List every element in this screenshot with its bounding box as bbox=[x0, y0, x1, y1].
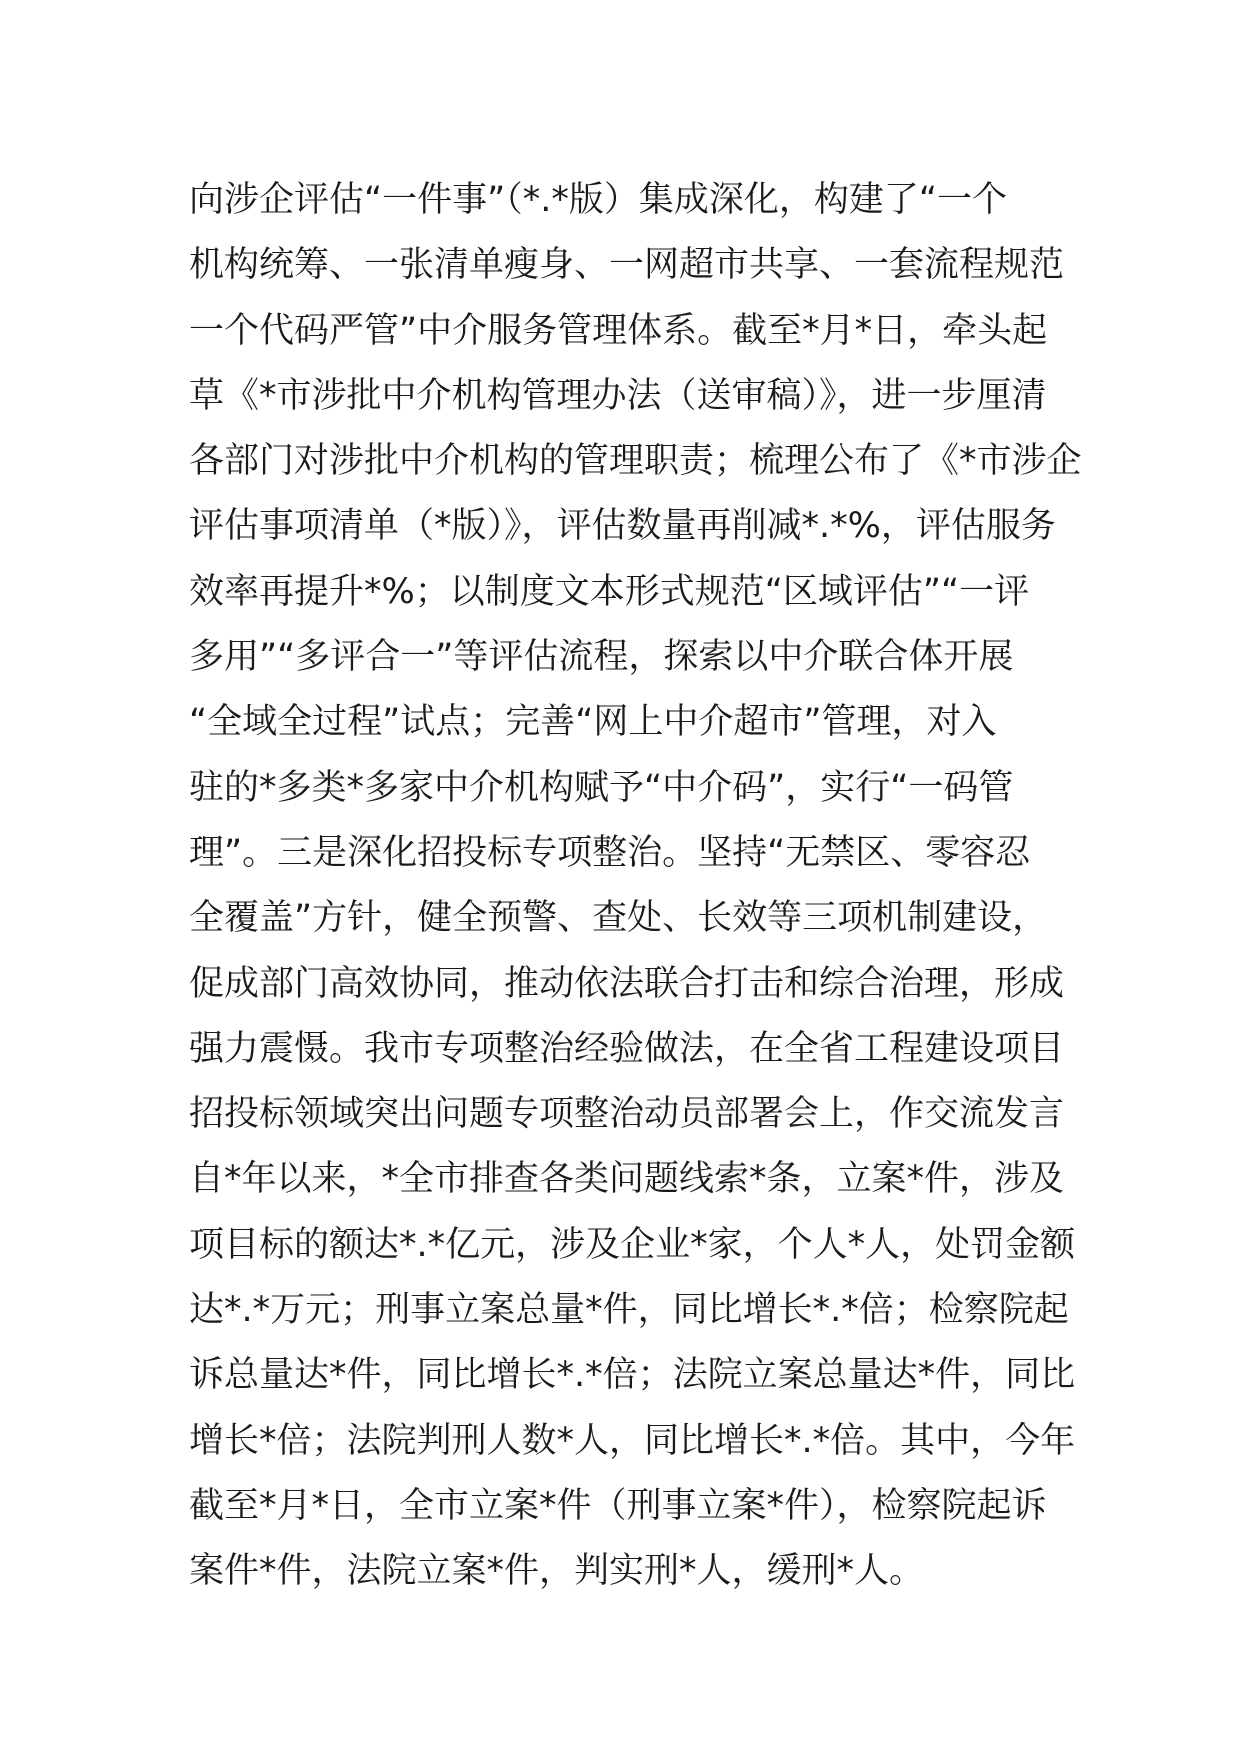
text-line: 招投标领域突出问题专项整治动员部署会上，作交流发言 bbox=[189, 1094, 1065, 1135]
text-line: 自*年以来，*全市排查各类问题线索*条，立案*件，涉及 bbox=[189, 1159, 1065, 1200]
text-line: 案件*件，法院立案*件，判实刑*人，缓刑*人。 bbox=[189, 1551, 925, 1592]
text-line: 一个代码严管”中介服务管理体系。截至*月*日，牵头起 bbox=[189, 310, 1048, 351]
body-text bbox=[189, 168, 1082, 1605]
text-line: 向涉企评估“一件事”（*.*版）集成深化，构建了“一个 bbox=[189, 180, 1008, 220]
text-line: 诉总量达*件，同比增长*.*倍；法院立案总量达*件，同比 bbox=[189, 1355, 1076, 1396]
text-line: 驻的*多类*多家中介机构赋予“中介码”，实行“一码管 bbox=[189, 767, 1014, 808]
text-line: 达*.*万元；刑事立案总量*件，同比增长*.*倍；检察院起 bbox=[189, 1290, 1069, 1331]
text-line: 效率再提升*%；以制度文本形式规范“区域评估”“一评 bbox=[189, 571, 1030, 612]
text-line: 评估事项清单（*版）》，评估数量再削减*.*%，评估服务 bbox=[189, 506, 1056, 547]
text-line: 理”。三是深化招投标专项整治。坚持“无禁区、零容忍 bbox=[189, 832, 1031, 873]
text-line: 截至*月*日，全市立案*件（刑事立案*件），检察院起诉 bbox=[189, 1485, 1047, 1526]
text-line: 促成部门高效协同，推动依法联合打击和综合治理，形成 bbox=[189, 963, 1065, 1004]
text-line: “全域全过程”试点；完善“网上中介超市”管理，对入 bbox=[189, 702, 997, 743]
text-line: 草《*市涉批中介机构管理办法（送审稿）》，进一步厘清 bbox=[189, 375, 1047, 416]
text-line: 机构统筹、一张清单瘦身、一网超市共享、一套流程规范 bbox=[189, 245, 1065, 286]
text-line: 项目标的额达*.*亿元，涉及企业*家，个人*人，处罚金额 bbox=[189, 1224, 1076, 1265]
text-line: 增长*倍；法院判刑人数*人，同比增长*.*倍。其中，今年 bbox=[189, 1420, 1076, 1461]
text-line: 强力震慑。我市专项整治经验做法，在全省工程建设项目 bbox=[189, 1028, 1065, 1069]
text-line: 全覆盖”方针，健全预警、查处、长效等三项机制建设， bbox=[189, 898, 1048, 939]
text-line: 各部门对涉批中介机构的管理职责；梳理公布了《*市涉企 bbox=[189, 441, 1082, 482]
text-line: 多用”“多评合一”等评估流程，探索以中介联合体开展 bbox=[189, 637, 1014, 678]
